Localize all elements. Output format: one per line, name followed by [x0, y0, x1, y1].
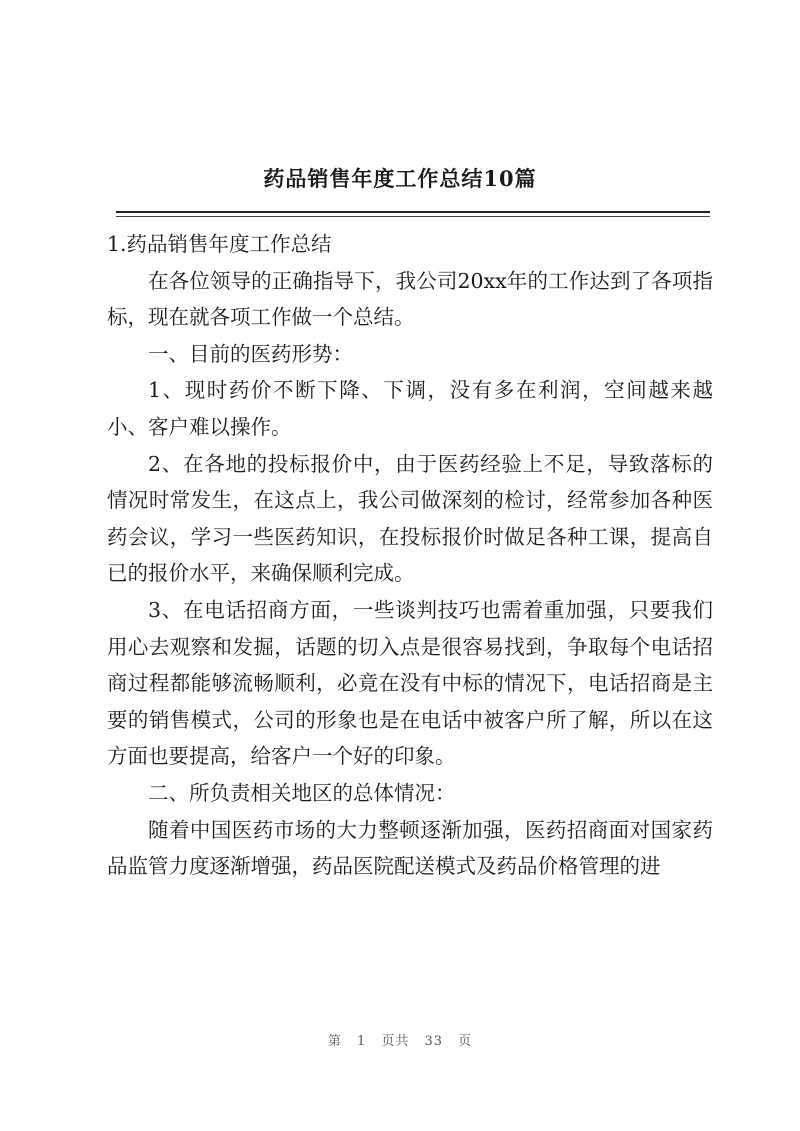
- section-heading: 1.药品销售年度工作总结: [107, 232, 332, 256]
- document-body: [107, 226, 713, 885]
- title-divider: [116, 211, 710, 213]
- document-title: 药品销售年度工作总结10篇: [263, 166, 537, 191]
- paragraph: 3、在电话招商方面，一些谈判技巧也需着重加强，只要我们用心去观察和发掘，话题的切入点是很容易找到，争取每个电话招商过程都能够流畅顺利，必竟在没有中标的情况下，电话招商是主要的销售模式，公司的形象也是在电话中被客户所了解，所以在这方面也要提高，给客户一个好的印象。: [107, 597, 713, 769]
- paragraph: 在各位领导的正确指导下，我公司20xx年的工作达到了各项指标，现在就各项工作做一个总结。: [107, 268, 713, 330]
- paragraph: 2、在各地的投标报价中，由于医药经验上不足，导致落标的情况时常发生，在这点上，我公司做深刻的检讨，经常参加各种医药会议，学习一些医药知识，在投标报价时做足各种工课，提高自已的报价水平，来确保顺利完成。: [107, 451, 713, 586]
- page-number-footer: 第 1 页共 33 页: [327, 1034, 473, 1049]
- title-divider-thin: [116, 216, 710, 217]
- paragraph: 一、目前的医药形势：: [148, 341, 353, 366]
- paragraph: 1、现时药价不断下降、下调，没有多在利润，空间越来越小、客户难以操作。: [107, 378, 713, 439]
- paragraph: 二、所负责相关地区的总体情况：: [148, 780, 456, 805]
- paragraph: 随着中国医药市场的大力整顿逐渐加强，医药招商面对国家药品监管力度逐渐增强，药品医院配送模式及药品价格管理的进: [107, 817, 713, 879]
